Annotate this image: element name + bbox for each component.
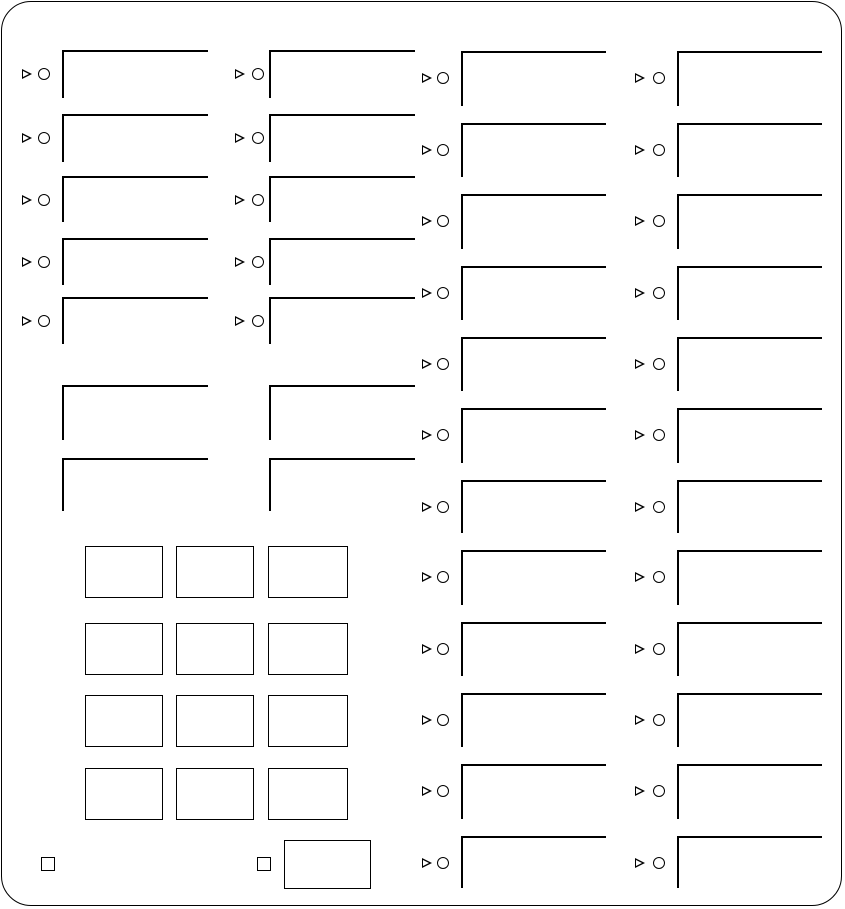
col3-row11-key-slot[interactable] [461, 764, 606, 819]
col4-row2-key-slot[interactable] [677, 123, 822, 177]
col4-row11-led-icon [653, 785, 665, 797]
extra-slot-left-2[interactable] [62, 458, 208, 511]
extra-slot-left-1[interactable] [62, 385, 208, 440]
keypad-key-r1c2[interactable] [176, 546, 254, 598]
col2-row3-key-slot[interactable] [269, 176, 415, 222]
col4-row8-key-slot[interactable] [677, 550, 822, 605]
col3-row3-led-icon [437, 215, 449, 227]
col3-row7-key-slot[interactable] [461, 480, 606, 533]
col2-row5-key-slot[interactable] [269, 297, 415, 344]
col3-row11-led-icon [437, 785, 449, 797]
col1-row2-led-icon [38, 132, 50, 144]
col3-row9-led-icon [437, 643, 449, 655]
keypad-key-r2c3[interactable] [268, 623, 348, 675]
col3-row4-key-slot[interactable] [461, 266, 606, 320]
col1-row2-key-slot[interactable] [62, 114, 208, 162]
bottom-button[interactable] [284, 840, 371, 889]
col4-row1-led-icon [653, 72, 665, 84]
col2-row3-led-icon [252, 194, 264, 206]
bottom-left-square-icon[interactable] [41, 857, 55, 871]
col2-row2-led-icon [252, 132, 264, 144]
col4-row5-led-icon [653, 358, 665, 370]
col3-row2-led-icon [437, 144, 449, 156]
col3-row2-key-slot[interactable] [461, 123, 606, 177]
col4-row5-key-slot[interactable] [677, 337, 822, 391]
keypad-key-r3c2[interactable] [176, 695, 254, 747]
col4-row10-key-slot[interactable] [677, 693, 822, 747]
col3-row6-key-slot[interactable] [461, 408, 606, 463]
col1-row3-key-slot[interactable] [62, 176, 208, 222]
col3-row5-key-slot[interactable] [461, 337, 606, 391]
col2-row4-led-icon [252, 256, 264, 268]
col4-row4-led-icon [653, 287, 665, 299]
col3-row8-key-slot[interactable] [461, 550, 606, 605]
col3-row1-led-icon [437, 72, 449, 84]
keypad-key-r3c1[interactable] [85, 695, 163, 747]
col3-row9-key-slot[interactable] [461, 622, 606, 676]
col4-row2-led-icon [653, 144, 665, 156]
col4-row11-key-slot[interactable] [677, 764, 822, 819]
col3-row5-led-icon [437, 358, 449, 370]
col4-row1-key-slot[interactable] [677, 51, 822, 106]
keypad-key-r4c1[interactable] [85, 768, 163, 820]
col2-row1-led-icon [252, 68, 264, 80]
col3-row6-led-icon [437, 429, 449, 441]
col4-row12-key-slot[interactable] [677, 836, 822, 888]
col3-row12-led-icon [437, 857, 449, 869]
col4-row10-led-icon [653, 714, 665, 726]
keypad-key-r4c3[interactable] [268, 768, 348, 820]
col3-row7-led-icon [437, 501, 449, 513]
col4-row6-led-icon [653, 429, 665, 441]
col4-row12-led-icon [653, 857, 665, 869]
bottom-mid-square-icon[interactable] [257, 857, 271, 871]
col3-row12-key-slot[interactable] [461, 836, 606, 888]
col4-row9-led-icon [653, 643, 665, 655]
extra-slot-right-1[interactable] [269, 385, 415, 440]
keypad-key-r1c3[interactable] [268, 546, 348, 598]
col1-row5-key-slot[interactable] [62, 297, 208, 344]
col4-row9-key-slot[interactable] [677, 622, 822, 676]
col1-row1-led-icon [38, 68, 50, 80]
col3-row4-led-icon [437, 287, 449, 299]
col3-row10-led-icon [437, 714, 449, 726]
col2-row4-key-slot[interactable] [269, 238, 415, 285]
extra-slot-right-2[interactable] [269, 458, 415, 511]
col1-row3-led-icon [38, 194, 50, 206]
col4-row3-key-slot[interactable] [677, 194, 822, 249]
col4-row8-led-icon [653, 571, 665, 583]
col2-row1-key-slot[interactable] [269, 50, 415, 98]
col3-row10-key-slot[interactable] [461, 693, 606, 747]
col4-row4-key-slot[interactable] [677, 266, 822, 320]
col4-row7-key-slot[interactable] [677, 480, 822, 533]
col1-row5-led-icon [38, 315, 50, 327]
keypad-key-r3c3[interactable] [268, 695, 348, 747]
keypad-key-r1c1[interactable] [85, 546, 163, 598]
col1-row4-key-slot[interactable] [62, 238, 208, 285]
col2-row5-led-icon [252, 315, 264, 327]
col3-row8-led-icon [437, 571, 449, 583]
col4-row7-led-icon [653, 501, 665, 513]
keypad-key-r2c2[interactable] [176, 623, 254, 675]
keypad-key-r2c1[interactable] [85, 623, 163, 675]
keypad-key-r4c2[interactable] [176, 768, 254, 820]
col2-row2-key-slot[interactable] [269, 114, 415, 162]
col4-row6-key-slot[interactable] [677, 408, 822, 463]
col1-row4-led-icon [38, 256, 50, 268]
col1-row1-key-slot[interactable] [62, 50, 208, 98]
col4-row3-led-icon [653, 215, 665, 227]
col3-row3-key-slot[interactable] [461, 194, 606, 249]
col3-row1-key-slot[interactable] [461, 51, 606, 106]
